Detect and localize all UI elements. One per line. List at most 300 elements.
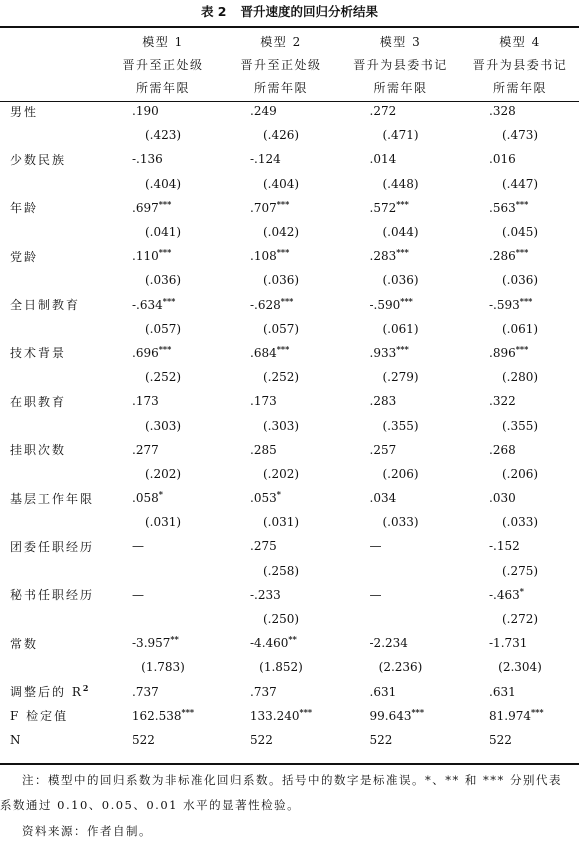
- cell-value: [250, 249, 312, 263]
- significance-stars: ***: [299, 706, 313, 717]
- coef-cell: [461, 534, 579, 558]
- cell-value: [369, 295, 432, 312]
- row-label: 团委任职经历: [10, 539, 95, 554]
- table-row-standard-error: [0, 317, 579, 341]
- coef-cell: [222, 147, 340, 171]
- stat-cell: [461, 680, 579, 704]
- coef-cell: [461, 293, 579, 317]
- se-cell: (.036): [501, 273, 539, 288]
- row-label: 年龄: [10, 201, 39, 216]
- se-cell: (.252): [262, 370, 300, 385]
- se-cell: (.355): [501, 418, 539, 433]
- stat-cell: [222, 704, 340, 728]
- value-text: -.124: [250, 152, 281, 167]
- header-model-2: 模型 2: [260, 35, 302, 49]
- coef-cell: [340, 438, 461, 462]
- se-cell: (.303): [262, 418, 300, 433]
- table-row-standard-error: [0, 413, 579, 437]
- cell-value: [132, 104, 194, 118]
- table-note-line1: 注：模型中的回归系数为非标准化回归系数。括号中的数字是标准误。*、** 和 *** 分别代表: [22, 773, 562, 787]
- table-row-coefficient: [0, 341, 579, 365]
- stat-cell: [222, 728, 340, 752]
- value-text: .277: [132, 442, 159, 457]
- cell-value: [370, 104, 432, 118]
- table-row-coefficient: [0, 99, 579, 123]
- se-cell: (1.852): [259, 660, 303, 675]
- table-row-statistic: [0, 728, 579, 752]
- coef-cell: [340, 244, 461, 268]
- cell-value: [132, 152, 194, 166]
- se-cell: (.272): [501, 612, 539, 627]
- header-row-model: [0, 30, 579, 53]
- value-text: 162.538: [131, 708, 182, 723]
- se-cell: [104, 607, 222, 631]
- se-cell: (.061): [382, 321, 419, 336]
- coef-cell: [104, 534, 222, 558]
- coef-cell: [461, 341, 579, 365]
- value-text: .896: [489, 345, 516, 360]
- stat-cell: [340, 728, 461, 752]
- cell-value: [370, 152, 432, 166]
- coef-cell: [461, 438, 579, 462]
- row-label: 技术背景: [10, 346, 67, 361]
- cell-value: [132, 343, 194, 360]
- value-text: 522: [489, 732, 512, 747]
- coef-cell: [222, 196, 340, 220]
- se-cell: (.036): [144, 273, 182, 288]
- bottom-rule: [0, 763, 579, 765]
- se-cell: (.447): [501, 176, 539, 191]
- coef-cell: [461, 583, 579, 607]
- cell-value: [132, 733, 194, 747]
- table-row-coefficient: [0, 389, 579, 413]
- value-text: 522: [369, 732, 393, 747]
- coef-cell: [104, 99, 222, 123]
- se-cell: (.036): [382, 273, 419, 288]
- table-row-coefficient: [0, 147, 579, 171]
- significance-stars: **: [288, 634, 297, 645]
- coef-cell: [222, 293, 340, 317]
- value-text: -.593: [489, 297, 520, 312]
- cell-value: [250, 343, 312, 360]
- stat-cell: [222, 680, 340, 704]
- se-cell: (.423): [144, 128, 182, 143]
- coef-cell: [222, 438, 340, 462]
- table-row-statistic: [0, 680, 579, 704]
- row-label-text: 调整后的 R: [10, 685, 83, 700]
- coef-cell: [340, 147, 461, 171]
- value-text: .322: [489, 394, 516, 409]
- value-text: .737: [250, 684, 277, 699]
- row-label: 常数: [10, 636, 39, 651]
- value-text: —: [132, 587, 144, 602]
- value-text: .283: [369, 394, 397, 409]
- significance-stars: ***: [276, 198, 290, 209]
- coef-cell: [340, 631, 461, 655]
- row-label: [0, 728, 104, 752]
- coef-cell: [104, 147, 222, 171]
- coef-cell: [222, 389, 340, 413]
- cell-value: [250, 104, 312, 118]
- cell-value: [489, 706, 551, 723]
- regression-table: [0, 30, 579, 752]
- value-text: .110: [132, 249, 159, 264]
- value-text: 99.643: [369, 708, 412, 723]
- coef-cell: [104, 196, 222, 220]
- value-text: -.152: [489, 539, 520, 554]
- significance-stars: ***: [158, 343, 172, 354]
- coef-cell: [222, 631, 340, 655]
- se-cell: (.036): [262, 273, 300, 288]
- value-text: 81.974: [489, 708, 531, 723]
- cell-value: [250, 443, 312, 457]
- header-unit-1: 所需年限: [135, 81, 190, 95]
- value-text: .563: [489, 200, 516, 215]
- table-row-standard-error: [0, 655, 579, 679]
- table-row-coefficient: [0, 534, 579, 558]
- significance-stars: ***: [158, 198, 172, 209]
- row-label: 基层工作年限: [10, 491, 95, 506]
- header-model-1: 模型 1: [142, 35, 184, 49]
- coef-cell: [461, 196, 579, 220]
- row-label-empty: [0, 655, 104, 679]
- significance-stars: ***: [515, 247, 529, 258]
- se-cell: (.206): [382, 466, 419, 481]
- table-source: 资料来源：作者自制。: [22, 824, 152, 838]
- se-cell: (.057): [144, 321, 182, 336]
- cell-value: [370, 443, 432, 457]
- value-text: .053: [250, 491, 277, 506]
- value-text: -.136: [132, 152, 163, 167]
- cell-value: [369, 198, 432, 215]
- cell-value: [132, 491, 194, 505]
- coef-cell: [461, 631, 579, 655]
- se-cell: (.426): [262, 128, 300, 143]
- row-label-empty: [0, 365, 104, 389]
- coef-cell: [461, 147, 579, 171]
- coef-cell: [104, 438, 222, 462]
- cell-value: [370, 636, 432, 650]
- cell-value: [370, 394, 432, 408]
- coef-cell: [340, 341, 461, 365]
- row-label: 男性: [10, 104, 39, 119]
- row-label-empty: [0, 123, 104, 147]
- header-dv-3: 晋升为县委书记: [353, 58, 448, 72]
- cell-value: [369, 343, 432, 360]
- significance-stars: **: [170, 634, 179, 645]
- value-text: .285: [250, 442, 277, 457]
- stat-cell: [104, 680, 222, 704]
- table-row-standard-error: [0, 510, 579, 534]
- coef-cell: [340, 486, 461, 510]
- value-text: .631: [369, 684, 397, 699]
- coef-cell: [104, 631, 222, 655]
- coef-cell: [461, 389, 579, 413]
- header-row-unit: [0, 76, 579, 99]
- stat-cell: [104, 704, 222, 728]
- coef-cell: [340, 534, 461, 558]
- value-text: -.634: [132, 297, 163, 312]
- cell-value: [489, 491, 551, 505]
- se-cell: (.033): [382, 515, 419, 530]
- cell-value: [489, 295, 551, 312]
- value-text: 133.240: [249, 708, 300, 723]
- se-cell: [104, 559, 222, 583]
- cell-value: [132, 539, 194, 553]
- significance-stars: ***: [276, 343, 290, 354]
- row-label-empty: [0, 607, 104, 631]
- coef-cell: [461, 244, 579, 268]
- stat-cell: [340, 680, 461, 704]
- row-label-text: N: [10, 732, 23, 747]
- cell-value: [250, 685, 312, 699]
- value-text: .190: [132, 104, 159, 119]
- significance-stars: ***: [396, 198, 409, 209]
- coef-cell: [340, 196, 461, 220]
- coef-cell: [104, 244, 222, 268]
- row-label: 在职教育: [10, 394, 67, 409]
- value-text: .275: [250, 539, 277, 554]
- cell-value: [489, 198, 551, 215]
- se-cell: (.031): [144, 515, 182, 530]
- table-note-line2: 系数通过 0.10、0.05、0.01 水平的显著性检验。: [0, 798, 301, 812]
- row-label-empty: [0, 510, 104, 534]
- cell-value: [370, 685, 432, 699]
- cell-value: [370, 249, 432, 263]
- significance-stars: ***: [181, 706, 195, 717]
- value-text: 522: [132, 732, 155, 747]
- se-cell: (.042): [262, 225, 300, 240]
- row-label: 秘书任职经历: [10, 588, 95, 603]
- value-text: .328: [489, 104, 516, 119]
- row-label: 党龄: [10, 249, 39, 264]
- cell-value: [370, 491, 432, 505]
- value-text: .684: [250, 345, 277, 360]
- cell-value: [250, 152, 312, 166]
- header-row-dependent: [0, 53, 579, 76]
- cell-value: [370, 588, 432, 602]
- value-text: .034: [369, 491, 397, 506]
- value-text: .286: [489, 249, 516, 264]
- se-cell: (.275): [501, 563, 539, 578]
- value-text: .173: [132, 394, 159, 409]
- row-label-empty: [0, 317, 104, 341]
- cell-value: [489, 636, 551, 650]
- value-text: -2.234: [369, 636, 408, 651]
- se-cell: (2.236): [378, 660, 423, 675]
- table-row-coefficient: [0, 486, 579, 510]
- value-text: .272: [369, 104, 397, 119]
- coef-cell: [340, 583, 461, 607]
- table-row-coefficient: [0, 293, 579, 317]
- significance-stars: *: [158, 489, 163, 500]
- se-cell: (.473): [501, 128, 539, 143]
- coef-cell: [222, 583, 340, 607]
- coef-cell: [222, 341, 340, 365]
- coef-cell: [104, 583, 222, 607]
- stat-cell: [340, 704, 461, 728]
- cell-value: [489, 394, 551, 408]
- row-label-empty: [0, 413, 104, 437]
- header-unit-2: 所需年限: [253, 81, 308, 95]
- value-text: .030: [489, 491, 516, 506]
- cell-value: [132, 443, 194, 457]
- cell-value: [369, 706, 432, 723]
- cell-value: [132, 636, 194, 650]
- table-row-standard-error: [0, 172, 579, 196]
- cell-value: [370, 539, 432, 553]
- table-title: [0, 2, 579, 20]
- value-text: .108: [250, 249, 277, 264]
- value-text: —: [369, 539, 382, 554]
- row-label-empty: [0, 462, 104, 486]
- significance-stars: *: [519, 585, 524, 596]
- coef-cell: [104, 293, 222, 317]
- se-cell: (.031): [262, 515, 300, 530]
- header-dv-4: 晋升为县委书记: [472, 58, 568, 72]
- table-row-standard-error: [0, 462, 579, 486]
- se-cell: (.279): [382, 370, 419, 385]
- cell-value: [132, 249, 194, 263]
- value-text: .631: [489, 684, 516, 699]
- value-text: .173: [250, 394, 277, 409]
- table-row-coefficient: [0, 244, 579, 268]
- cell-value: [132, 295, 194, 312]
- value-text: 522: [250, 732, 273, 747]
- significance-stars: ***: [515, 198, 529, 209]
- se-cell: (.404): [144, 176, 182, 191]
- row-label-empty: [0, 268, 104, 292]
- coef-cell: [104, 389, 222, 413]
- coef-cell: [461, 99, 579, 123]
- cell-value: [132, 198, 194, 215]
- se-cell: (.045): [501, 225, 539, 240]
- coef-cell: [340, 389, 461, 413]
- value-text: -.233: [250, 587, 281, 602]
- se-cell: (.355): [382, 418, 419, 433]
- se-cell: (.471): [382, 128, 419, 143]
- cell-value: [250, 295, 312, 312]
- table-row-standard-error: [0, 220, 579, 244]
- cell-value: [132, 394, 194, 408]
- value-text: .697: [132, 200, 159, 215]
- header-unit-4: 所需年限: [492, 81, 547, 95]
- significance-stars: ***: [158, 247, 172, 258]
- cell-value: [249, 706, 313, 723]
- header-model-4: 模型 4: [499, 35, 541, 49]
- row-label: [0, 704, 104, 728]
- cell-value: [489, 733, 551, 747]
- table-row-statistic: [0, 704, 579, 728]
- value-text: .257: [369, 442, 397, 457]
- cell-value: [489, 443, 551, 457]
- significance-stars: ***: [400, 295, 413, 306]
- table-row-coefficient: [0, 196, 579, 220]
- cell-value: [250, 636, 312, 650]
- coef-cell: [222, 534, 340, 558]
- cell-value: [250, 733, 312, 747]
- se-cell: (.041): [144, 225, 182, 240]
- coef-cell: [104, 486, 222, 510]
- value-text: .933: [369, 345, 397, 360]
- top-rule: [0, 26, 579, 28]
- se-cell: (.252): [144, 370, 182, 385]
- value-text: .572: [369, 200, 397, 215]
- coef-cell: [461, 486, 579, 510]
- stat-cell: [461, 704, 579, 728]
- header-model-3: 模型 3: [379, 35, 422, 49]
- header-dv-1: 晋升至正处级: [122, 58, 204, 72]
- cell-value: [250, 394, 312, 408]
- se-cell: (.258): [262, 563, 300, 578]
- row-label: [0, 680, 104, 704]
- se-cell: (1.783): [141, 660, 185, 675]
- value-text: .268: [489, 442, 516, 457]
- cell-value: [489, 585, 551, 602]
- value-text: —: [132, 539, 144, 554]
- coef-cell: [222, 244, 340, 268]
- significance-stars: ***: [162, 295, 176, 306]
- stat-cell: [104, 728, 222, 752]
- se-cell: (.303): [144, 418, 182, 433]
- se-cell: (.280): [501, 370, 539, 385]
- value-text: .014: [369, 152, 397, 167]
- table-row-coefficient: [0, 631, 579, 655]
- se-cell: (.033): [501, 515, 539, 530]
- regression-table-body: [0, 30, 579, 752]
- header-unit-3: 所需年限: [373, 81, 428, 95]
- se-cell: (.404): [262, 176, 300, 191]
- se-cell: (.044): [382, 225, 419, 240]
- value-text: .737: [132, 684, 159, 699]
- se-cell: (.250): [262, 612, 300, 627]
- value-text: -.590: [369, 297, 401, 312]
- coef-cell: [104, 341, 222, 365]
- significance-stars: ***: [411, 706, 425, 717]
- table-row-standard-error: [0, 268, 579, 292]
- row-label-superscript: 2: [82, 683, 91, 694]
- value-text: .058: [132, 491, 159, 506]
- significance-stars: ***: [280, 295, 294, 306]
- cell-value: [489, 104, 551, 118]
- table-row-standard-error: [0, 123, 579, 147]
- value-text: -4.460: [250, 636, 289, 651]
- coef-cell: [340, 293, 461, 317]
- se-cell: (.061): [501, 321, 539, 336]
- stat-cell: [461, 728, 579, 752]
- se-cell: (2.304): [498, 660, 542, 675]
- value-text: -1.731: [489, 636, 528, 651]
- significance-stars: ***: [396, 343, 409, 354]
- value-text: -.463: [489, 587, 520, 602]
- cell-value: [489, 152, 551, 166]
- significance-stars: ***: [515, 343, 529, 354]
- value-text: .696: [132, 345, 159, 360]
- cell-value: [250, 198, 312, 215]
- table-row-standard-error: [0, 559, 579, 583]
- table-row-coefficient: [0, 583, 579, 607]
- value-text: .707: [250, 200, 277, 215]
- value-text: -.628: [250, 297, 281, 312]
- cell-value: [489, 539, 551, 553]
- row-label-text: F 检定值: [10, 709, 69, 724]
- cell-value: [370, 733, 432, 747]
- se-cell: (.202): [262, 466, 300, 481]
- coef-cell: [340, 99, 461, 123]
- se-cell: [340, 607, 461, 631]
- se-cell: (.202): [144, 466, 182, 481]
- cell-value: [250, 588, 312, 602]
